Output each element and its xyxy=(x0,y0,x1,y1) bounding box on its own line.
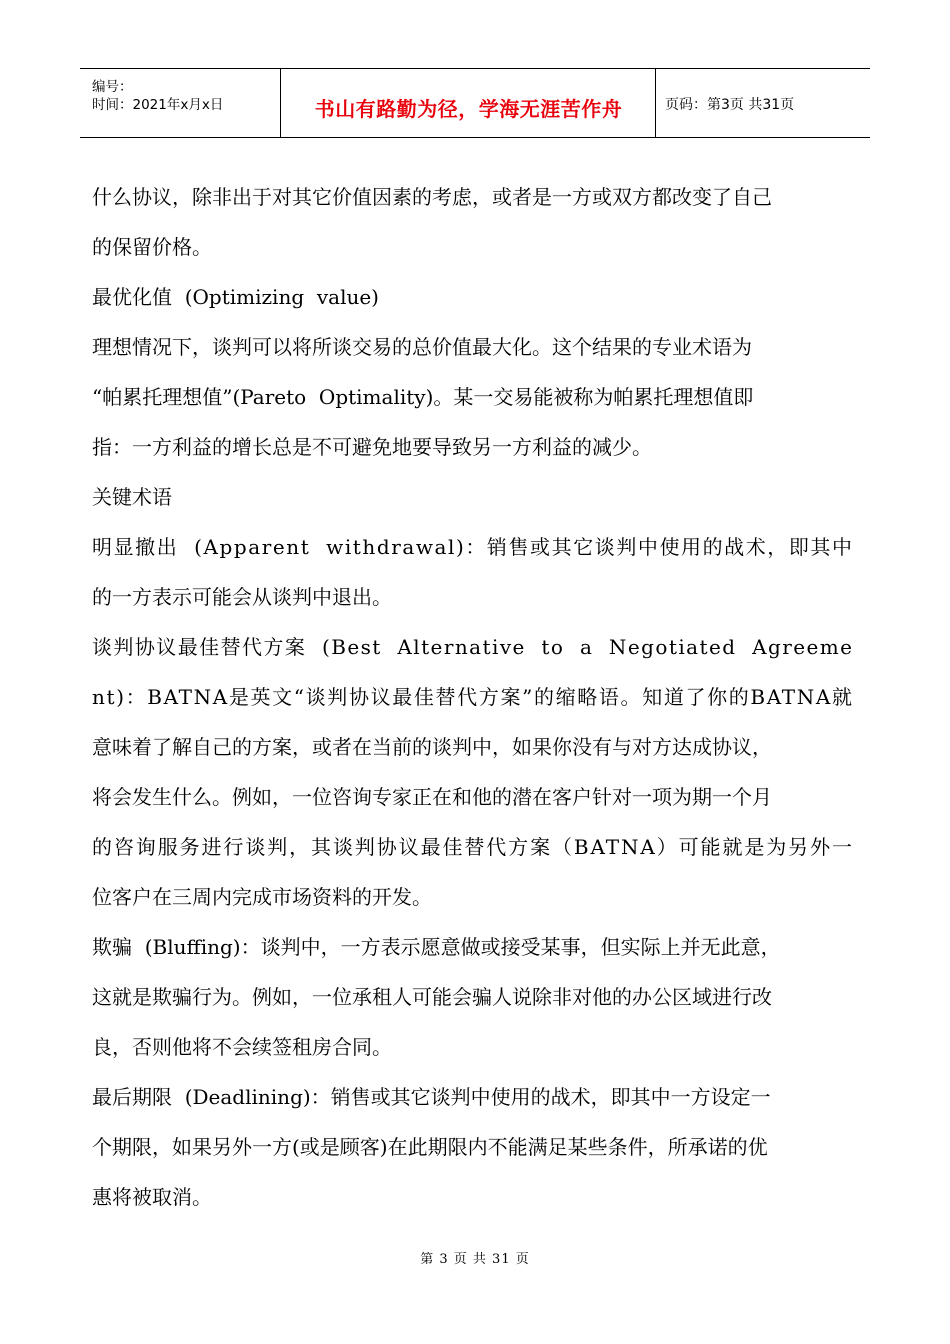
body-line: “帕累托理想值”(Pareto Optimality)。某一交易能被称为帕累托理想值即 xyxy=(92,385,754,409)
header-divider xyxy=(655,69,656,137)
body-line: 将会发生什么。例如，一位咨询专家正在和他的潜在客户针对一项为期一个月 xyxy=(92,785,772,809)
body-line: 的一方表示可能会从谈判中退出。 xyxy=(92,585,392,609)
body-line: 良，否则他将不会续签租房合同。 xyxy=(92,1035,392,1059)
page-header xyxy=(80,68,870,138)
body-line: 指：一方利益的增长总是不可避免地要导致另一方利益的减少。 xyxy=(92,435,652,459)
body-line: 明显撤出 (Apparent withdrawal)：销售或其它谈判中使用的战术，即其中 xyxy=(92,535,854,559)
body-line: 意味着了解自己的方案，或者在当前的谈判中，如果你没有与对方达成协议， xyxy=(92,735,772,759)
section-heading: 最优化值 (Optimizing value) xyxy=(92,285,379,309)
header-divider xyxy=(280,69,281,137)
body-line: 什么协议，除非出于对其它价值因素的考虑，或者是一方或双方都改变了自己 xyxy=(92,185,772,209)
header-page-info: 页码：第3页 共31页 xyxy=(665,97,795,113)
body-line: 欺骗 (Bluffing)：谈判中，一方表示愿意做或接受某事，但实际上并无此意， xyxy=(92,935,781,959)
page-footer: 第 3 页 共 31 页 xyxy=(420,1252,530,1267)
document-body xyxy=(92,172,852,1222)
body-line: 谈判协议最佳替代方案 (Best Alternative to a Negotiated Agreeme xyxy=(92,635,854,659)
body-line: 个期限，如果另外一方(或是顾客)在此期限内不能满足某些条件，所承诺的优 xyxy=(92,1135,768,1159)
document-number-label: 编号： xyxy=(92,79,133,95)
body-line: nt)：BATNA是英文“谈判协议最佳替代方案”的缩略语。知道了你的BATNA就 xyxy=(92,685,854,709)
section-heading: 关键术语 xyxy=(92,485,172,509)
body-line: 位客户在三周内完成市场资料的开发。 xyxy=(92,885,432,909)
body-line: 的保留价格。 xyxy=(92,235,212,259)
body-line: 的咨询服务进行谈判，其谈判协议最佳替代方案（BATNA）可能就是为另外一 xyxy=(92,835,854,859)
body-line: 理想情况下，谈判可以将所谈交易的总价值最大化。这个结果的专业术语为 xyxy=(92,335,752,359)
body-line: 最后期限 (Deadlining)：销售或其它谈判中使用的战术，即其中一方设定一 xyxy=(92,1085,771,1109)
body-line: 这就是欺骗行为。例如，一位承租人可能会骗人说除非对他的办公区域进行改 xyxy=(92,985,772,1009)
body-line: 惠将被取消。 xyxy=(92,1185,212,1209)
header-motto: 书山有路勤为径，学海无涯苦作舟 xyxy=(314,97,623,121)
document-time-label: 时间：2021年x月x日 xyxy=(92,97,224,113)
